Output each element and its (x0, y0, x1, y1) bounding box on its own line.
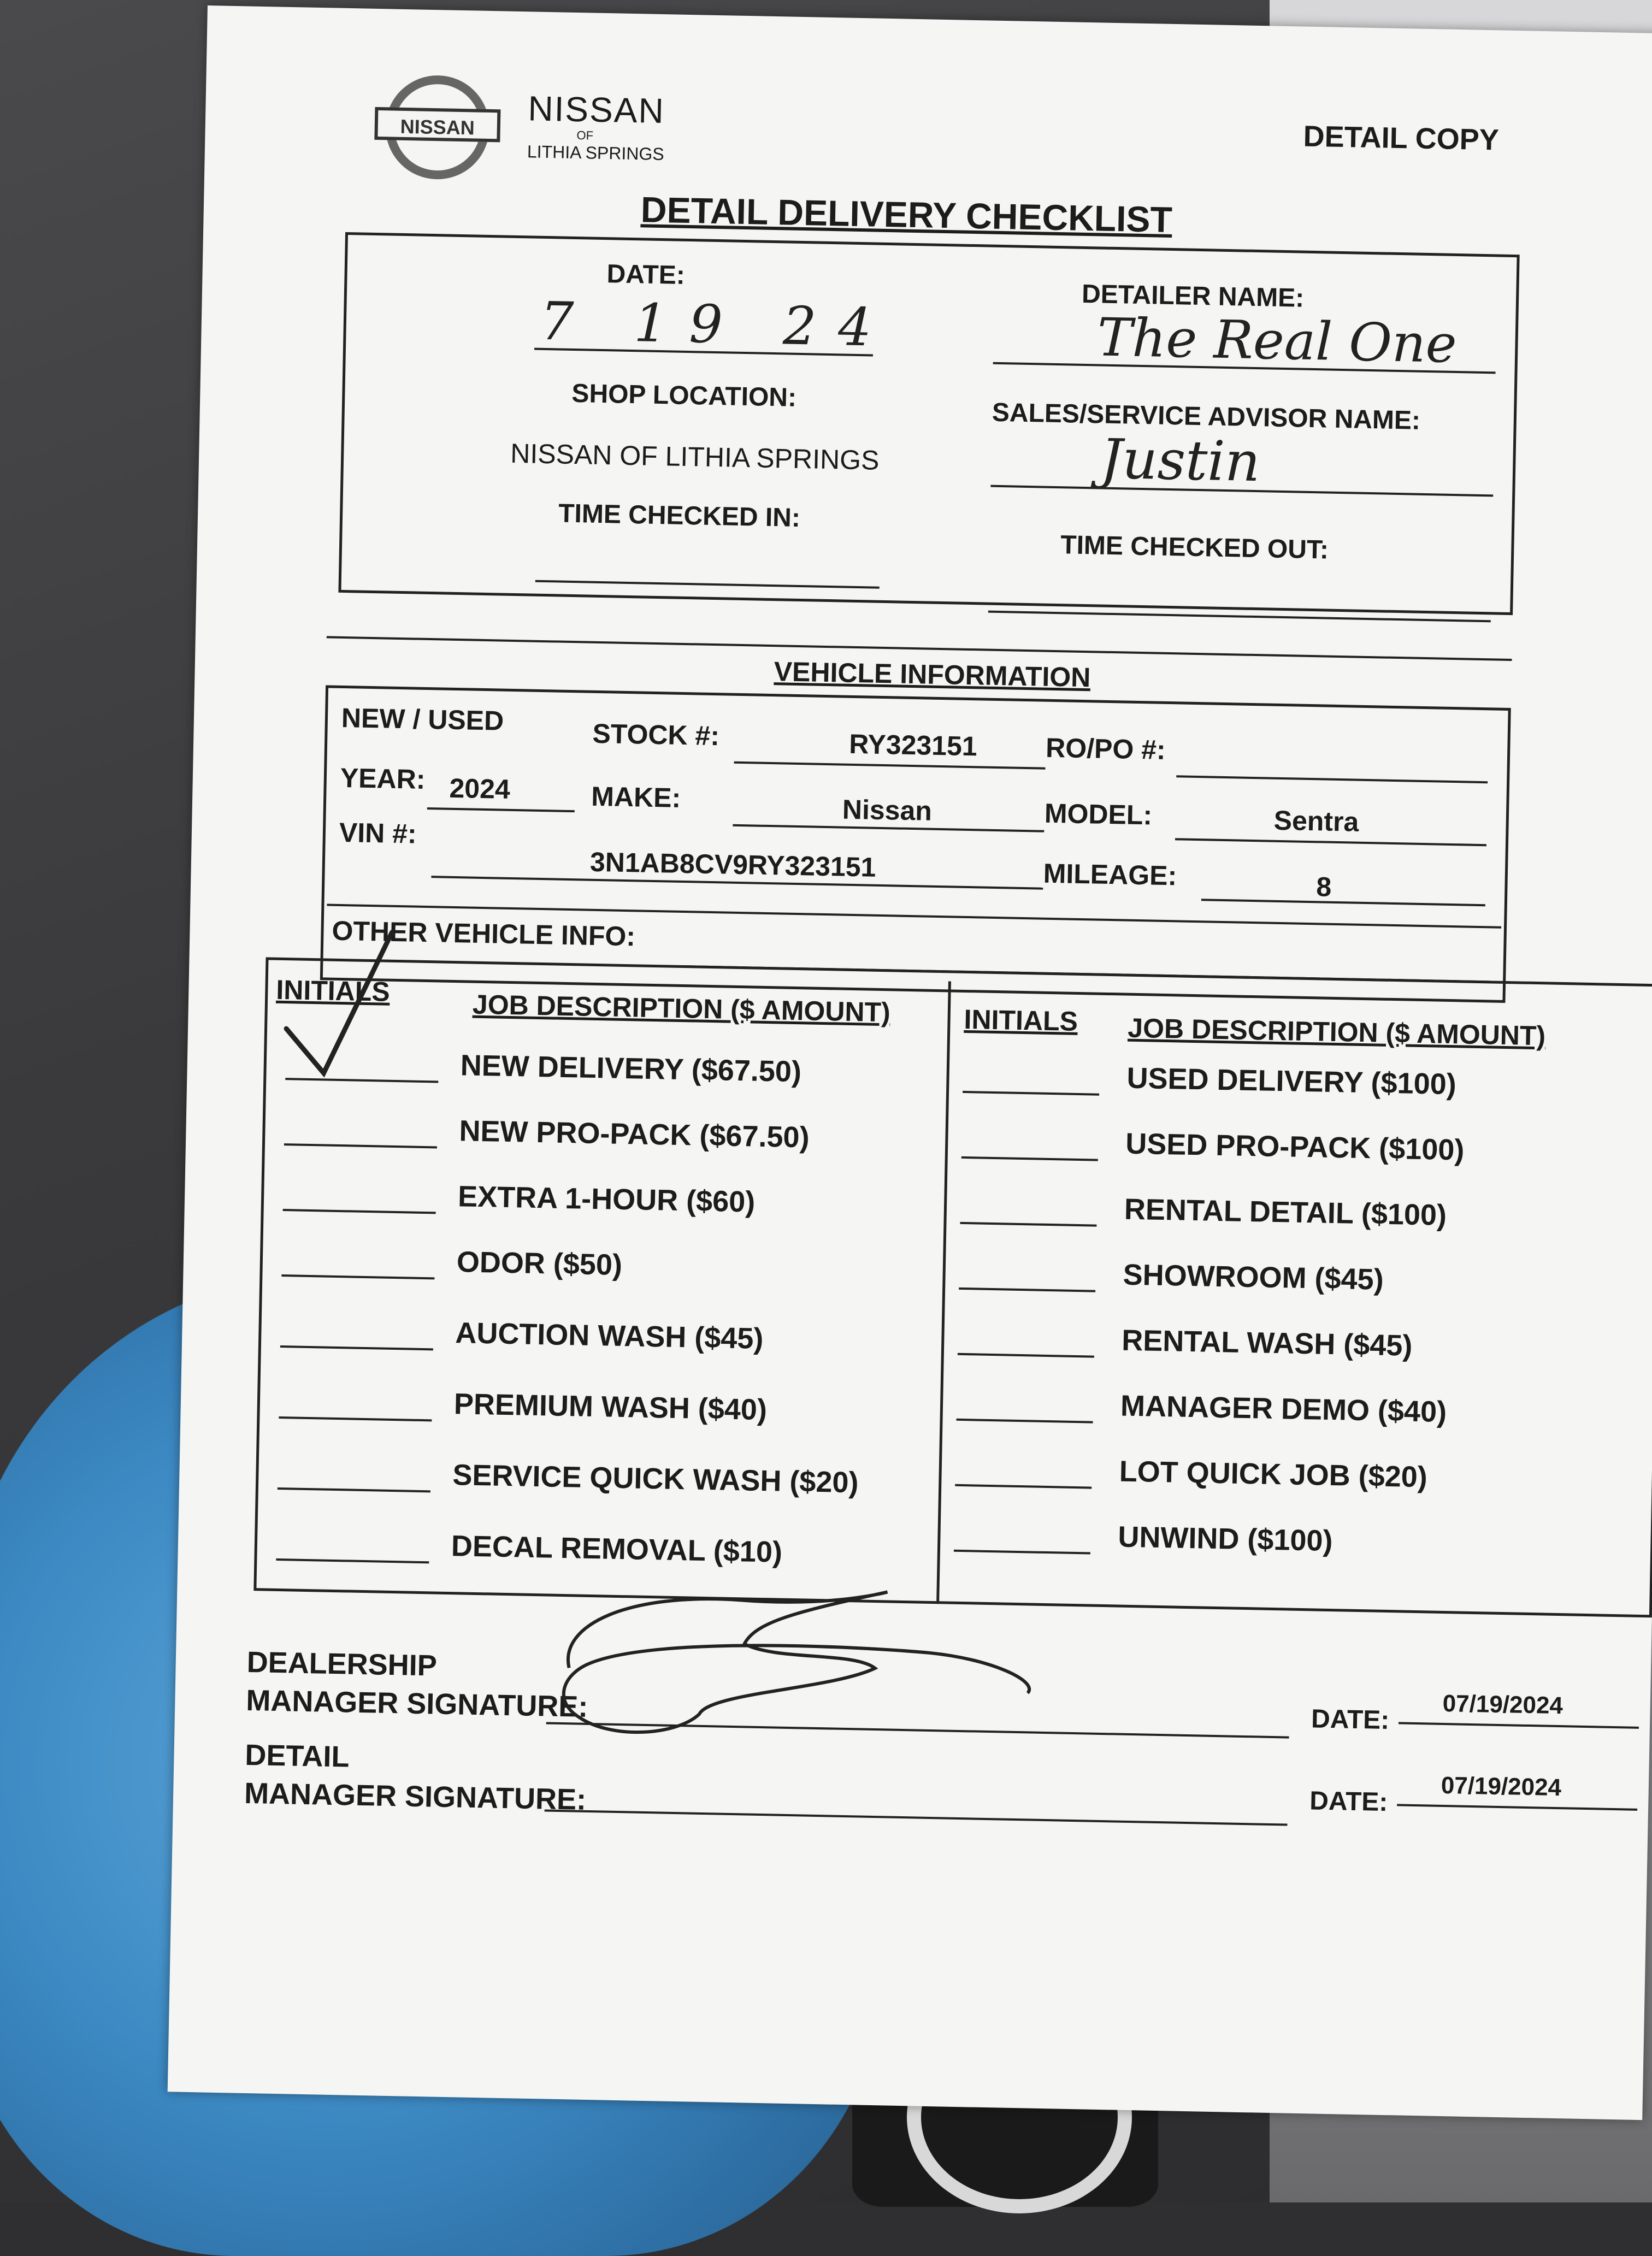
job-desc-header-left: JOB DESCRIPTION ($ AMOUNT) (472, 989, 891, 1028)
model-value: Sentra (1273, 805, 1359, 837)
time-out-label: TIME CHECKED OUT: (1060, 530, 1329, 565)
date-label: DATE: (606, 259, 686, 290)
detail-date-label: DATE: (1309, 1786, 1388, 1817)
stock-label: STOCK #: (592, 718, 720, 752)
job-left-5: AUCTION WASH ($45) (455, 1316, 764, 1355)
initials-header-left: INITIALS (275, 974, 391, 1007)
job-left-4: ODOR ($50) (456, 1245, 623, 1281)
job-right-3: RENTAL DETAIL ($100) (1124, 1192, 1447, 1232)
detail-date-value: 07/19/2024 (1441, 1771, 1562, 1802)
ropo-label: RO/PO #: (1045, 732, 1166, 765)
year-value: 2024 (449, 772, 511, 805)
detailer-value: The Real One (1096, 306, 1458, 375)
job-right-8: UNWIND ($100) (1117, 1520, 1334, 1558)
copy-label: DETAIL COPY (1303, 120, 1500, 157)
brand-name: NISSAN (527, 88, 665, 131)
time-in-label: TIME CHECKED IN: (558, 499, 801, 533)
dealership-sig-label-2: MANAGER SIGNATURE: (245, 1684, 588, 1723)
shop-label: SHOP LOCATION: (571, 379, 797, 412)
checkmark-icon (263, 924, 430, 1091)
job-left-3: EXTRA 1-HOUR ($60) (457, 1180, 756, 1219)
other-info-label: OTHER VEHICLE INFO: (331, 915, 636, 952)
job-right-4: SHOWROOM ($45) (1123, 1258, 1384, 1296)
nissan-logo-icon: NISSAN (208, 5, 1652, 34)
stock-value: RY323151 (848, 728, 978, 762)
mileage-value: 8 (1315, 871, 1332, 902)
vin-label: VIN #: (339, 817, 417, 849)
job-right-7: LOT QUICK JOB ($20) (1119, 1455, 1428, 1494)
job-left-6: PREMIUM WASH ($40) (453, 1387, 768, 1427)
job-left-8: DECAL REMOVAL ($10) (451, 1529, 783, 1569)
brand-location: LITHIA SPRINGS (527, 141, 665, 164)
initials-header-right: INITIALS (964, 1003, 1078, 1037)
advisor-label: SALES/SERVICE ADVISOR NAME: (992, 398, 1421, 435)
mileage-label: MILEAGE: (1043, 858, 1177, 891)
page-title: DETAIL DELIVERY CHECKLIST (640, 189, 1173, 240)
job-right-6: MANAGER DEMO ($40) (1120, 1389, 1447, 1429)
job-left-1: NEW DELIVERY ($67.50) (460, 1049, 802, 1089)
brand-of: OF (576, 128, 594, 143)
checklist-sheet (168, 5, 1652, 2120)
detailer-label: DETAILER NAME: (1081, 279, 1305, 313)
advisor-value: Justin (1100, 427, 1261, 494)
dealership-sig-label-1: DEALERSHIP (246, 1645, 438, 1682)
vin-value: 3N1AB8CV9RY323151 (589, 846, 876, 883)
job-left-7: SERVICE QUICK WASH ($20) (452, 1458, 859, 1499)
new-used-label: NEW / USED (341, 702, 504, 736)
model-label: MODEL: (1044, 798, 1153, 831)
vehicle-section-title: VEHICLE INFORMATION (774, 656, 1091, 693)
dealership-date-value: 07/19/2024 (1442, 1690, 1564, 1720)
dealership-date-label: DATE: (1311, 1704, 1390, 1735)
make-value: Nissan (842, 794, 933, 826)
year-label: YEAR: (340, 762, 426, 795)
dealership-signature-scribble (546, 1575, 1095, 1760)
detail-sig-label-1: DETAIL (244, 1738, 350, 1774)
date-value: 7 19 24 (539, 290, 894, 359)
job-right-2: USED PRO-PACK ($100) (1125, 1127, 1465, 1167)
shop-value: NISSAN OF LITHIA SPRINGS (510, 438, 880, 476)
job-right-1: USED DELIVERY ($100) (1126, 1061, 1457, 1101)
job-left-2: NEW PRO-PACK ($67.50) (458, 1114, 810, 1154)
detail-sig-label-2: MANAGER SIGNATURE: (244, 1776, 587, 1816)
make-label: MAKE: (591, 781, 681, 813)
job-desc-header-right: JOB DESCRIPTION ($ AMOUNT) (1127, 1012, 1546, 1052)
job-right-5: RENTAL WASH ($45) (1121, 1324, 1413, 1362)
